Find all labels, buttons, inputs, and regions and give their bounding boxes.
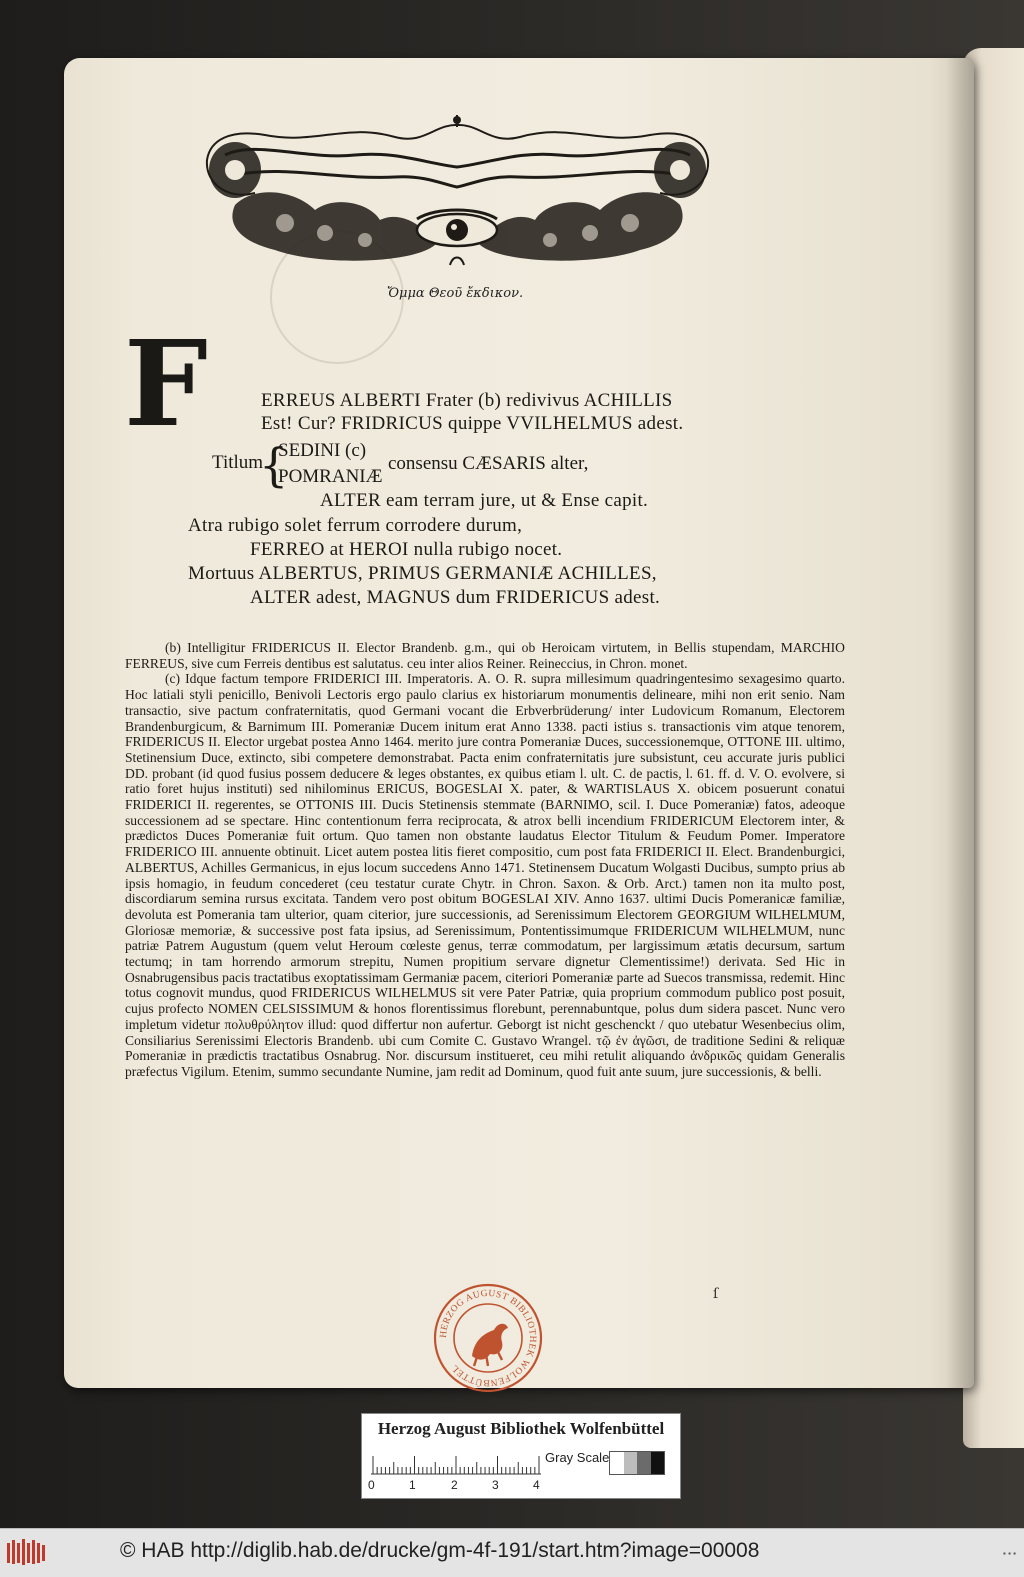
ruler-tick-2: 2 [451,1478,458,1492]
eye-vignette-woodcut [195,115,720,275]
verse-pomraniae: POMRANIÆ [278,466,383,487]
swatch-1 [624,1452,638,1474]
hab-logo-icon [6,1537,46,1567]
verse-line-2: Est! Cur? FRIDRICUS quippe VVILHELMUS adest. [261,413,684,434]
verse-sedini: SEDINI (c) [278,440,367,461]
stamp-ring-text: HERZOG AUGUST BIBLIOTHEK WOLFENBÜTTEL [438,1288,538,1388]
gray-scale-label: Gray Scale [545,1450,610,1465]
brace-symbol: { [259,438,289,492]
footnote-c: (c) Idque factum tempore FRIDERICI III. Imperatoris. A. O. R. supra millesimum quadringentesimo sexagesimo quarto. Hoc latiali styli penicillo, Benivoli Lectoris ergo paulo clarius ex historiarum monumentis delineare, mihi non erit senio. Nam transactio, sive pactum confraternitatis, quod Germani vocant die Erbverbrüderung/ inter Ludovicum Romanum, Electorem Brandenburgicum, & Barnimum III. Pomeraniæ Ducem initum erat Anno 1338. pacti istius s. transactionis vim atque tenorem, FRIDERICUS II. Elector urgebat postea Anno 1464. merito jure contra Pomeraniæ Duces, successionemque, OTTONE III. ultimo, Stetinensium Duce, extincto, sibi competere demonstrabat. Pacta enim confraternitatis jure subsistunt, ceu accurate juris publici DD. probant (id quod fusius possem deducere & leges obstantes, ex quibus etiam l. ult. C. de pactis, l. 61. ff. d. V. O. evolvere, si ratio foret hujus instituti) sed nihilominus ERICUS, BOGESLAI X. pater, & WARTISLAUS X. obicem posuerunt conatui FRIDERICI II. regerentes, se OTTONIS III. Ducis Stetinensis stemmate (BARNIMO, scil. I. Duce Pomeraniæ) fatos, adeoque successionem ad se spectare. Hinc contentionum ferra reciprocata, & atrox belli incendium FRIDERICUM Electorem inter, & prædictos Duces Pomeraniæ fuit ortum. Quo tamen non obstante laudatus Elector Titulum & Feudum Pomer. Imperatore FRIDERICO III. annuente obtinuit. Licet autem postea litis fieret compositio, cum post fata FRIDERICI II. Elect. Brandenburgici, ALBERTUS, Achilles Germanicus, in ejus locum succedens Anno 1471. Stetinensem Ducatum Wolgasti Ducibus, sumpto prius ab ipsis homagio, in feudum concederet (ceu testatur curate Chytr. in Chron. Saxon. & Orb. Arct.) tamen non ita multo post, discordiarum semina rursus excitata. Tandem vero post obitum BOGESLAI XIV. Anno 1637. ultimi Ducis Pomeranicæ familiæ, devoluta est Pomerania tam ulterior, quam citerior, jure successionis, ad Serenissimum Electorem GEORGIUM WILHELMUM, Gloriosæ memoriæ, & successive post fata ipsius, ad Serenissimum, Pontentissimumque FRIDERICUM WILHELMUM, nunc patriæ Patrem Augustum (quem velut Heroum cœleste genus, terræ commodatum, per largissimum ætatis decursum, sartum tectumq; in tam horrendo armorum strepitu, Numen propitium servare dignetur Clementissime!) derivata. Sed Hic in Osnabrugensibus pacis tractatibus exoptatissimam Germaniæ pacem, citeriori Pomeraniæ parte ad Suecos transmissa, redemit. Hinc totus cognovit mundus, quod FRIDERICUS WILHELMUS sit vere Pater Patriæ, quia proprium commodum publico post posuit, cujus profecto NOMEN CELSISSIMUM & honos florentissimus florebunt, perennabuntque, polus dum sidera pascet. Nunc vero impletum videtur πολυθρύλητον illud: quod differtur non aufertur. Geborgt ist nicht geschenckt / quo utebatur Wesenbecius olim, Consiliarius Serenissimi Electoris Brandenb. ubi cum Comite C. Gustavo Wrangel. τῷ ἐν ἀγῶσι, de traditione Sedini & reliquæ Pomeraniæ in prædictis tractatibus Osnabrug. Nor. discursum institueret, ceu mihi retulit aliquando ἀνδρικῶς quidam Generalis præfectus Vigilum. Etenim, summo secundante Numine, jam redit ad Dominum, quod fuit ante suum, jure successionis, & belli. [125,671,845,1079]
verse-line-4: ALTER eam terram jure, ut & Ense capit. [320,490,649,511]
verse-line-6: FERREO at HEROI nulla rubigo nocet. [250,539,563,560]
drop-capital: F [124,314,208,453]
ruler-numbers [368,1478,546,1492]
verse-line-5: Atra rubigo solet ferrum corrodere durum, [188,515,523,536]
ruler-tick-3: 3 [492,1478,499,1492]
verse-line-1: ERREUS ALBERTI Frater (b) redivivus ACHILLIS [261,390,673,411]
page-mark: ſ [713,1286,719,1302]
verse-brace-group [212,440,592,494]
gray-scale-swatches [609,1451,665,1475]
page-gutter-shadow [946,58,974,1388]
viewer-footer [0,1528,1024,1577]
swatch-0 [610,1452,624,1474]
colorbar-title: Herzog August Bibliothek Wolfenbüttel [377,1419,665,1438]
reference-color-bar [361,1413,681,1499]
ruler-tick-0: 0 [368,1478,375,1492]
vignette-motto: Ὄμμα Θεοῦ ἔκδικον. [386,286,524,301]
swatch-3 [651,1452,665,1474]
verse-consensu: consensu CÆSARIS alter, [388,453,589,474]
library-stamp [432,1282,544,1394]
swatch-2 [637,1452,651,1474]
footnote-b: (b) Intelligitur FRIDERICUS II. Elector Brandenb. g.m., qui ob Heroicam virtutem, in Bellis stupendam, MARCHIO FERREUS, sive cum Ferreis dentibus est salutatus. ceu inter alios Reiner. Reineccius, in Chron. monet. [125,640,845,671]
copyright-url[interactable]: © HAB http://diglib.hab.de/drucke/gm-4f-191/start.htm?image=00008 [120,1539,760,1562]
verse-line-7: Mortuus ALBERTUS, PRIMUS GERMANIÆ ACHILLES, [188,563,657,584]
verse-line-8: ALTER adest, MAGNUS dum FRIDERICUS adest. [250,587,661,608]
footer-page-mark: ▪ ▪ ▪ [1003,1549,1016,1558]
footnotes [125,640,845,1080]
ruler-tick-4: 4 [533,1478,540,1492]
verse-titlum: Titlum [212,452,264,473]
ruler-tick-1: 1 [409,1478,416,1492]
ruler-scale [371,1446,541,1476]
